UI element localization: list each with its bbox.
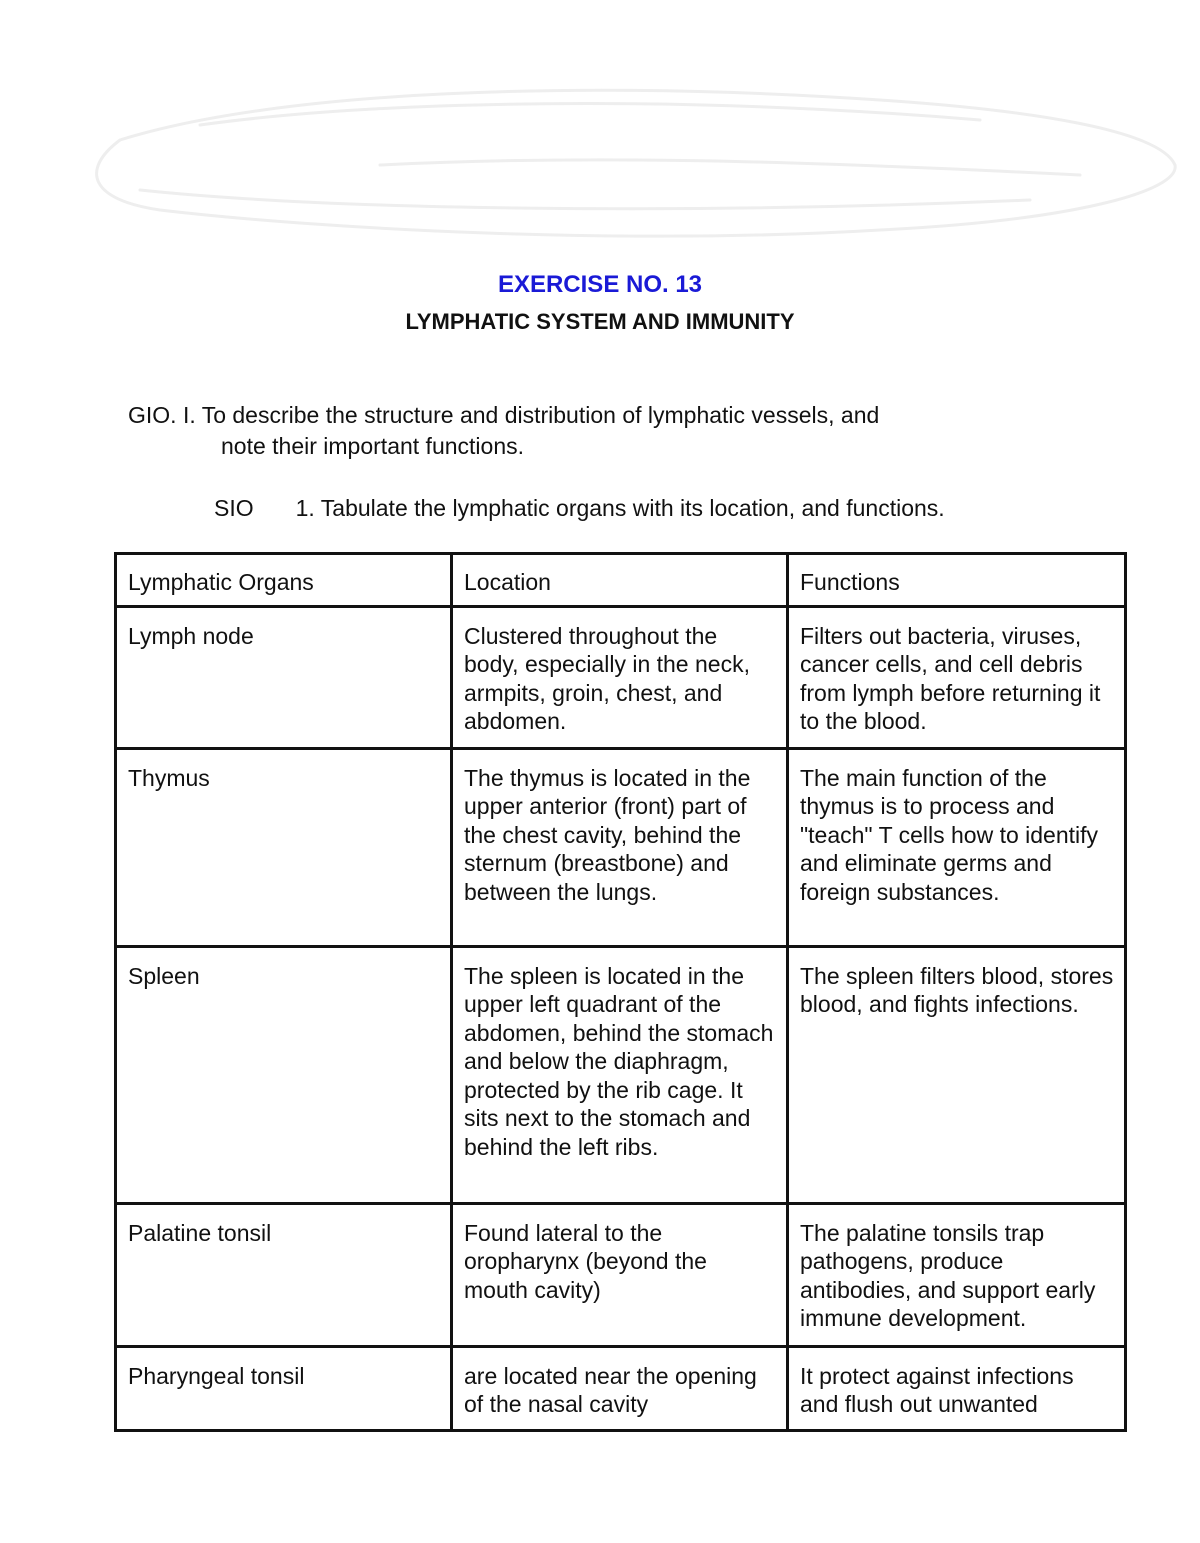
specific-instructional-objective (214, 493, 945, 524)
location-cell: Clustered throughout the body, especially in the neck, armpits, groin, chest, and abdomen. (452, 606, 788, 748)
header-cell-functions: Functions (788, 554, 1126, 607)
functions-cell: It protect against infections and flush out unwanted (788, 1346, 1126, 1430)
sio-label: SIO (214, 495, 254, 521)
table-header-row (116, 554, 1126, 607)
table-row (116, 1203, 1126, 1346)
exercise-number-heading: EXERCISE NO. 13 (497, 271, 703, 298)
functions-cell: Filters out bacteria, viruses, cancer cells, and cell debris from lymph before returning it to the blood. (788, 606, 1126, 748)
location-cell: The spleen is located in the upper left quadrant of the abdomen, behind the stomach and below the diaphragm, protected by the rib cage. It sits next to the stomach and behind the left ribs. (452, 946, 788, 1203)
header-cell-location: Location (452, 554, 788, 607)
functions-cell: The spleen filters blood, stores blood, and fights infections. (788, 946, 1126, 1203)
lymphatic-organs-table (114, 552, 1127, 1432)
erased-scribble-mark (80, 80, 1190, 250)
sio-text: 1. Tabulate the lymphatic organs with its location, and functions. (295, 495, 945, 521)
organ-cell: Lymph node (116, 606, 452, 748)
gio-line-2: note their important functions. (221, 433, 524, 459)
organ-cell: Pharyngeal tonsil (116, 1346, 452, 1430)
table-row (116, 606, 1126, 748)
table-row (116, 748, 1126, 946)
functions-cell: The palatine tonsils trap pathogens, produce antibodies, and support early immune development. (788, 1203, 1126, 1346)
organ-cell: Spleen (116, 946, 452, 1203)
organ-cell: Palatine tonsil (116, 1203, 452, 1346)
table-row (116, 946, 1126, 1203)
general-instructional-objective (128, 400, 1088, 462)
location-cell: are located near the opening of the nasal cavity (452, 1346, 788, 1430)
header-cell-organs: Lymphatic Organs (116, 554, 452, 607)
table-row (116, 1346, 1126, 1430)
organ-cell: Thymus (116, 748, 452, 946)
exercise-subject-heading: LYMPHATIC SYSTEM AND IMMUNITY (405, 309, 795, 334)
location-cell: The thymus is located in the upper anterior (front) part of the chest cavity, behind the sternum (breastbone) and between the lungs. (452, 748, 788, 946)
functions-cell: The main function of the thymus is to process and "teach" T cells how to identify and eliminate germs and foreign substances. (788, 748, 1126, 946)
gio-line-1: GIO. I. To describe the structure and distribution of lymphatic vessels, and (128, 402, 880, 428)
location-cell: Found lateral to the oropharynx (beyond the mouth cavity) (452, 1203, 788, 1346)
